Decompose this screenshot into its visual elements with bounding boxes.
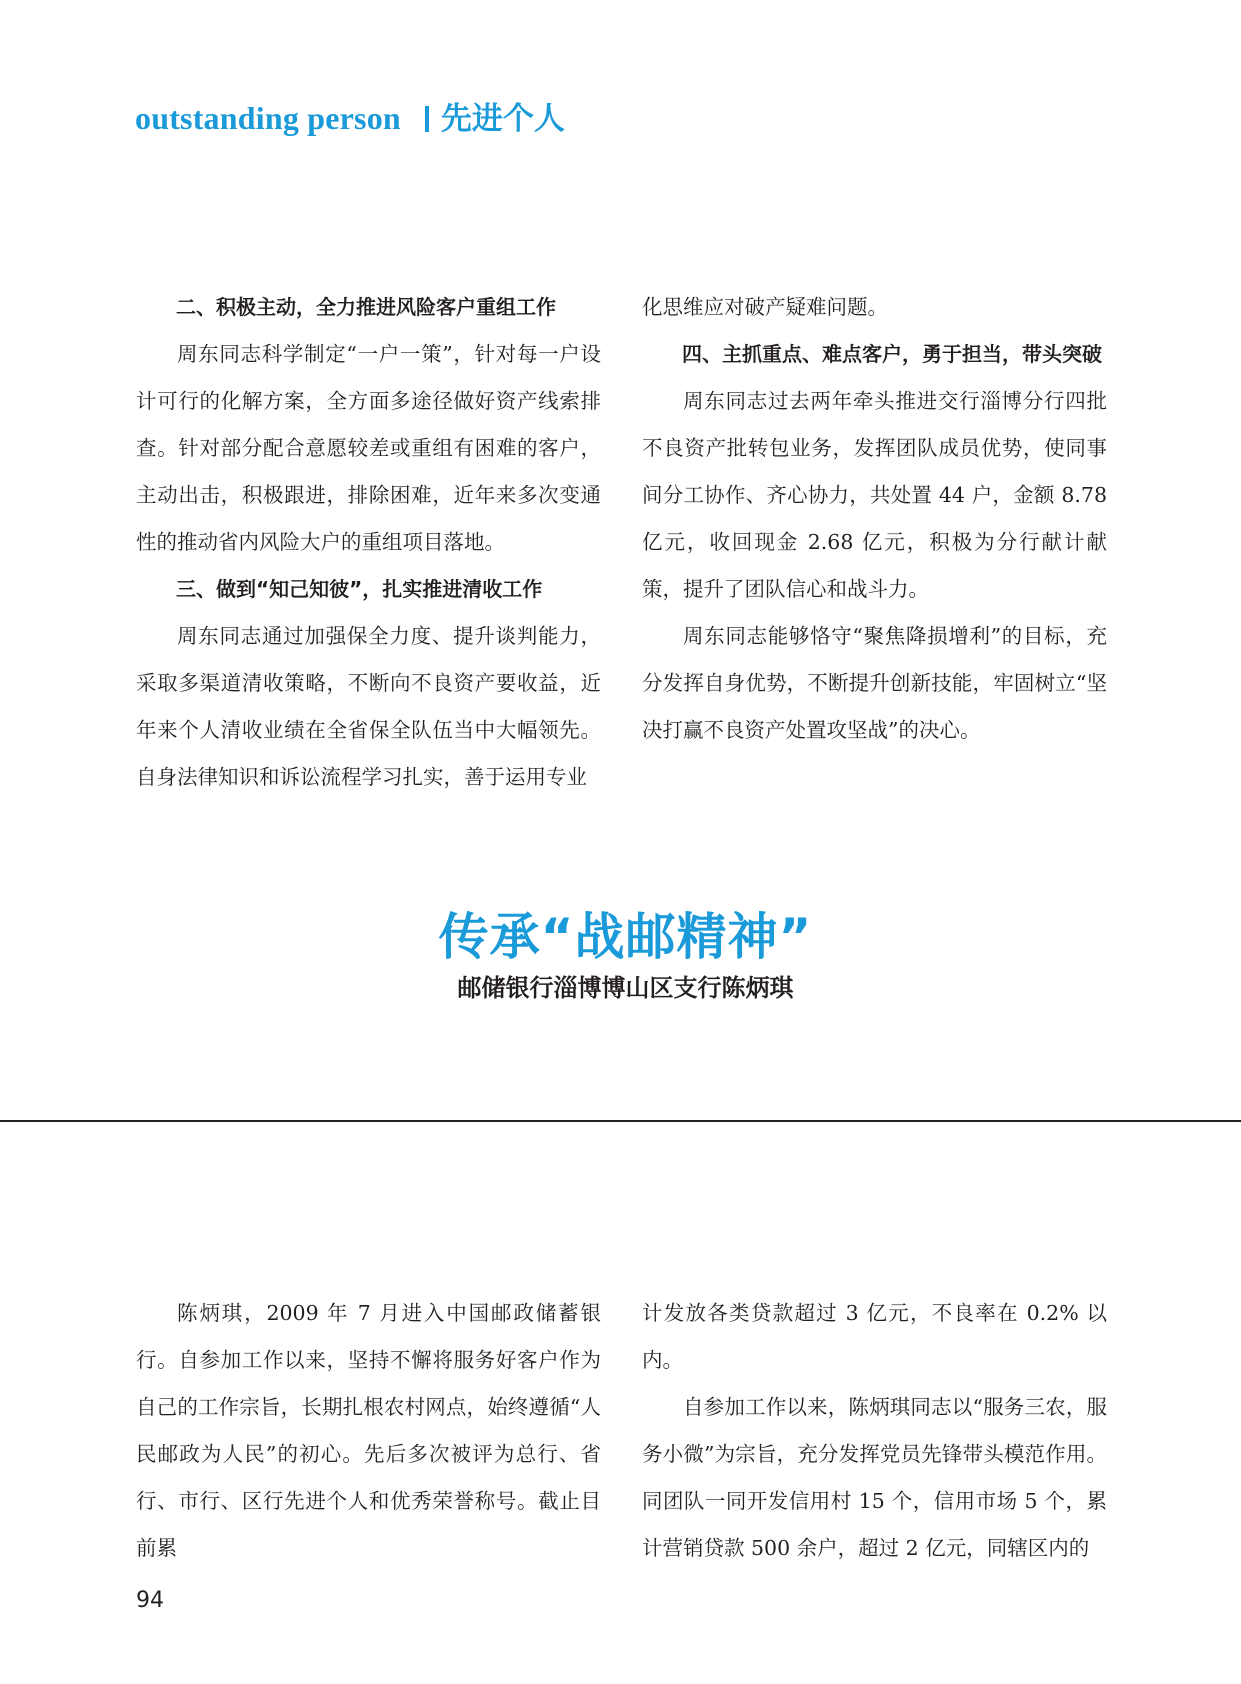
page-number: 94 [136, 1588, 164, 1613]
article-subtitle: 邮储银行淄博博山区支行陈炳琪 [457, 974, 794, 1002]
body-paragraph-continued: 化思维应对破产疑难问题。 [642, 295, 888, 319]
header-divider-bar [425, 106, 429, 132]
body-paragraph: 周东同志能够恪守“聚焦降损增利”的目标，充分发挥自身优势，不断提升创新技能，牢固树立“坚决打赢不良资产处置攻坚战”的决心。 [642, 624, 1107, 742]
section-header [135, 98, 565, 139]
horizontal-divider [0, 1120, 1241, 1122]
body-paragraph: 陈炳琪，2009 年 7 月进入中国邮政储蓄银行。自参加工作以来，坚持不懈将服务好客户作为自己的工作宗旨，长期扎根农村网点，始终遵循“人民邮政为人民”的初心。先后多次被评为总行、省行、市行、区行先进个人和优秀荣誉称号。截止目前累 [136, 1301, 601, 1560]
article1-right-column [642, 284, 1107, 754]
article2-right-column [642, 1290, 1107, 1572]
body-paragraph: 自参加工作以来，陈炳琪同志以“服务三农，服务小微”为宗旨，充分发挥党员先锋带头模范作用。同团队一同开发信用村 15 个，信用市场 5 个，累计营销贷款 500 余户，超过 2 亿元，同辖区内的 [642, 1395, 1107, 1560]
body-paragraph-continued: 计发放各类贷款超过 3 亿元，不良率在 0.2% 以内。 [642, 1301, 1107, 1372]
section-heading: 三、做到“知己知彼”，扎实推进清收工作 [176, 577, 543, 601]
section-heading: 二、积极主动，全力推进风险客户重组工作 [176, 295, 556, 319]
section-header-english: outstanding person [135, 100, 401, 136]
article-title: 传承“战邮精神” [438, 908, 813, 966]
article1-left-column [136, 284, 601, 801]
section-header-chinese: 先进个人 [440, 101, 565, 137]
body-paragraph: 周东同志通过加强保全力度、提升谈判能力，采取多渠道清收策略，不断向不良资产要收益，近年来个人清收业绩在全省保全队伍当中大幅领先。自身法律知识和诉讼流程学习扎实，善于运用专业 [136, 624, 601, 789]
article2-left-column [136, 1290, 601, 1572]
body-paragraph: 周东同志科学制定“一户一策”，针对每一户设计可行的化解方案，全方面多途径做好资产线索排查。针对部分配合意愿较差或重组有困难的客户，主动出击，积极跟进，排除困难，近年来多次变通性的推动省内风险大户的重组项目落地。 [136, 342, 601, 554]
body-paragraph: 周东同志过去两年牵头推进交行淄博分行四批不良资产批转包业务，发挥团队成员优势，使同事间分工协作、齐心协力，共处置 44 户，金额 8.78 亿元，收回现金 2.68 亿元，积极为分行献计献策，提升了团队信心和战斗力。 [642, 389, 1107, 601]
section-heading: 四、主抓重点、难点客户，勇于担当，带头突破 [682, 342, 1102, 366]
